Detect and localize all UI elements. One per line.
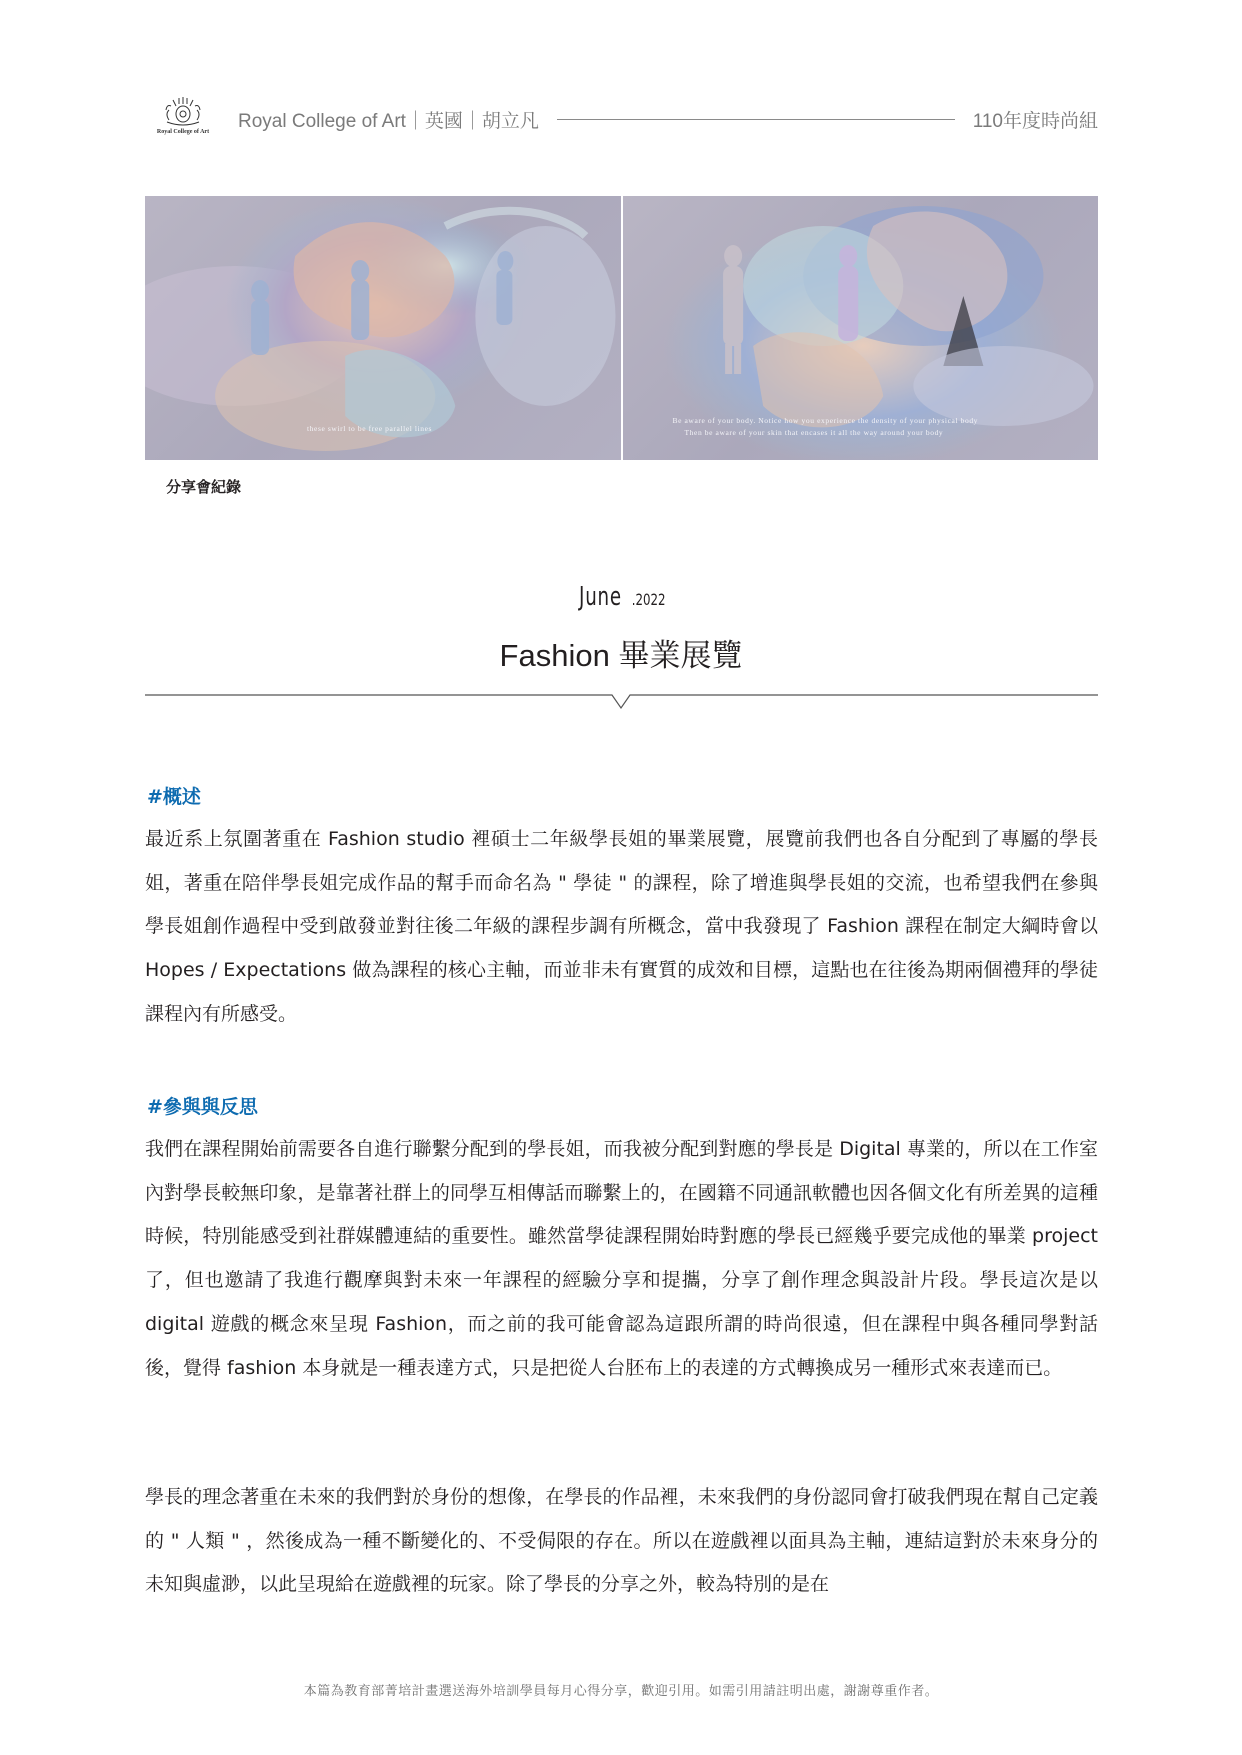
header-school-info: Royal College of Art｜英國｜胡立凡 xyxy=(238,110,539,132)
section-heading-reflection: #參與與反思 xyxy=(147,1096,258,1118)
crest-icon xyxy=(161,96,205,128)
page-header xyxy=(152,96,1098,142)
reflection-paragraph-2: 學長的理念著重在未來的我們對於身份的想像，在學長的作品裡，未來我們的身份認同會打破我們現在幫自己定義的 " 人類 " ，然後成為一種不斷變化的、不受侷限的存在。所以在遊戲裡以面具為主軸，連結這對於未來身分的未知與虛渺，以此呈現給在遊戲裡的玩家。除了學長的分享之外，較為特別的是在 xyxy=(145,1486,1098,1596)
article-title: Fashion 畢業展覽 xyxy=(499,638,743,673)
overview-paragraph: 最近系上氛圍著重在 Fashion studio 裡碩士二年級學長姐的畢業展覽，展覽前我們也各自分配到了專屬的學長姐，著重在陪伴學長姐完成作品的幫手而命名為 " 學徒 " 的課程，除了增進與學長姐的交流，也希望我們在參與學長姐創作過程中受到啟發並對往後二年級的課程步調有所概念，當中我發現了 Fashion 課程在制定大綱時會以 Hopes / Expectations 做為課程的核心主軸，而並非未有實質的成效和目標，這點也在往後為期兩個禮拜的學徒課程內有所感受。 xyxy=(145,828,1098,1025)
photo-right-overlay-text-line1: Be aware of your body. Notice how you experience the density of your physical body xyxy=(672,416,979,425)
logo-wordmark: Royal College of Art xyxy=(156,129,210,135)
title-divider xyxy=(145,690,1098,714)
photo-strip xyxy=(145,196,1098,460)
photo-caption: 分享會紀錄 xyxy=(166,478,242,496)
photo-right-overlay-text-line2: Then be aware of your skin that encases it all the way around your body xyxy=(684,428,944,437)
exhibition-photo-left xyxy=(145,196,621,460)
issue-month: June xyxy=(578,582,622,612)
royal-college-logo xyxy=(152,96,214,142)
header-divider xyxy=(557,119,955,120)
abstract-render-image xyxy=(145,196,621,460)
header-program: 110年度時尚組 xyxy=(972,110,1098,132)
section-heading-overview: #概述 xyxy=(147,786,201,808)
exhibition-photo-right xyxy=(623,196,1099,460)
issue-date xyxy=(0,582,1242,612)
reflection-paragraph-1: 我們在課程開始前需要各自進行聯繫分配到的學長姐，而我被分配到對應的學長是 Digital 專業的，所以在工作室內對學長較無印象，是靠著社群上的同學互相傳話而聯繫上的，在國籍不同通訊軟體也因各個文化有所差異的這種時候，特別能感受到社群媒體連結的重要性。雖然當學徒課程開始時對應的學長已經幾乎要完成他的畢業 project 了，但也邀請了我進行觀摩與對未來一年課程的經驗分享和提攜，分享了創作理念與設計片段。學長這次是以 digital 遊戲的概念來呈現 Fashion，而之前的我可能會認為這跟所謂的時尚很遠，但在課程中與各種同學對話後，覺得 fashion 本身就是一種表達方式，只是把從人台胚布上的表達的方式轉換成另一種形式來表達而已。 xyxy=(145,1138,1098,1379)
photo-left-overlay-text: these swirl to be free parallel lines xyxy=(307,424,433,433)
issue-year: .2022 xyxy=(631,590,666,609)
page-footer-note: 本篇為教育部菁培計畫選送海外培訓學員每月心得分享，歡迎引用。如需引用請註明出處，謝謝尊重作者。 xyxy=(303,1684,939,1699)
